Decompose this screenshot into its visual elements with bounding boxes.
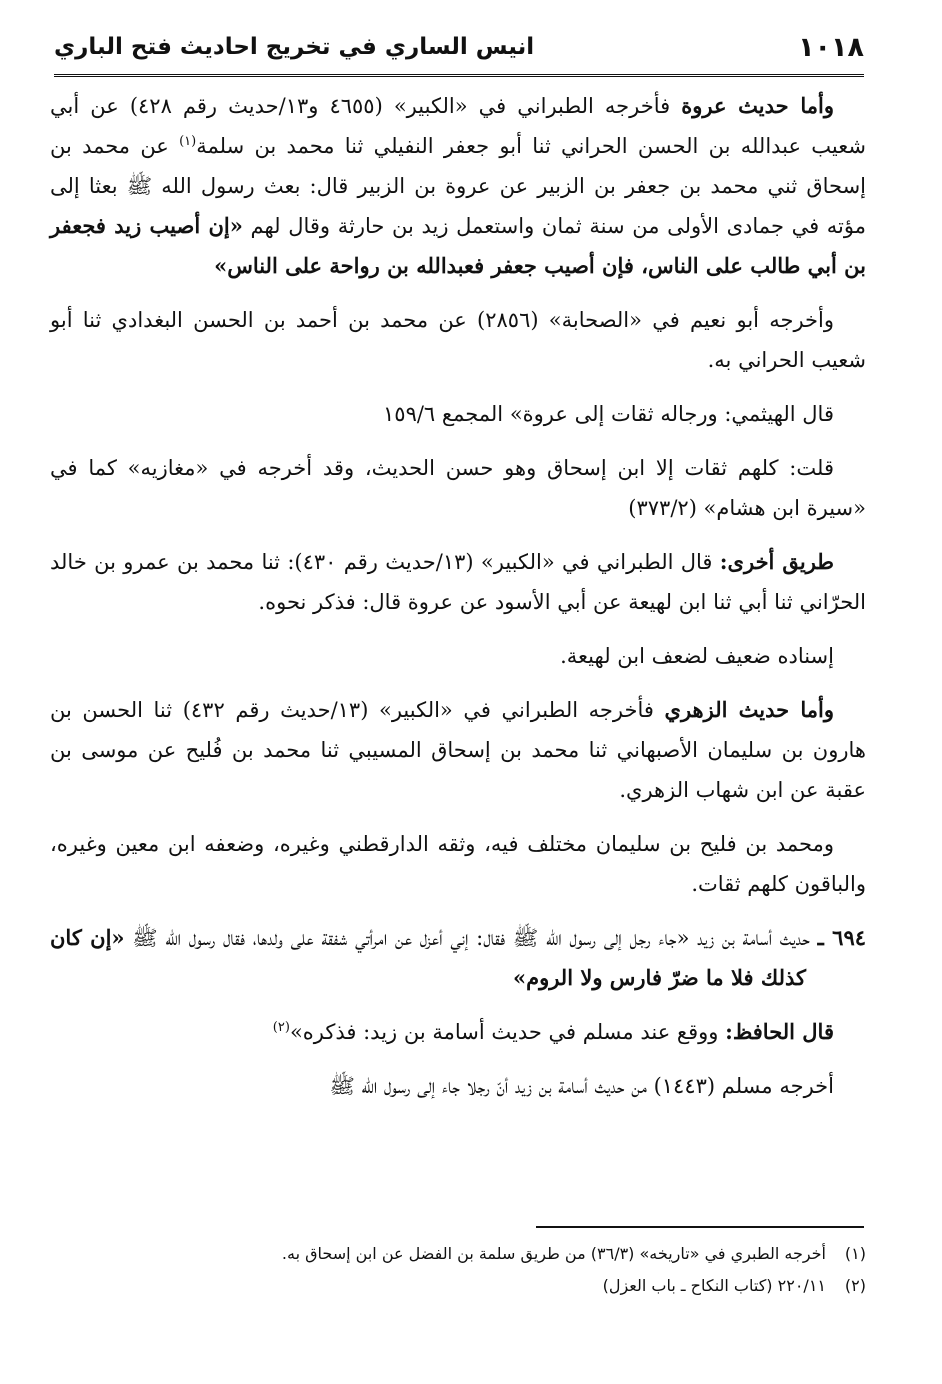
paragraph-qultu: قلت: كلهم ثقات إلا ابن إسحاق وهو حسن الحديث، وقد أخرجه في «مغازيه» كما في «سيرة ابن هشام» (٣٧٣/٢) — [50, 456, 866, 520]
paragraph-hafiz — [50, 1012, 866, 1052]
paragraph-lead: وأما حديث الزهري — [664, 697, 834, 722]
paragraph-text: فأخرجه الطبراني في «الكبير» (١٣/حديث رقم ٤٣٢) ثنا الحسن بن هارون بن سليمان الأصبهاني ثنا محمد بن إسحاق المسيبي ثنا محمد بن فُليح عن موسى بن عقبة عن ابن شهاب الزهري. — [50, 698, 866, 802]
paragraph-haythami: قال الهيثمي: ورجاله ثقات إلى عروة» المجمع ١٥٩/٦ — [383, 402, 834, 426]
paragraph-isnad-weak: إسناده ضعيف لضعف ابن لهيعة. — [560, 644, 834, 668]
footnote-1 — [50, 1238, 866, 1270]
paragraph-zuhri-hadith — [50, 690, 866, 810]
main-text — [50, 86, 866, 1120]
paragraph-other-route — [50, 542, 866, 622]
running-header — [54, 30, 864, 77]
footnote-number: (٢) — [844, 1276, 866, 1295]
footnote-text: ٢٢٠/١١ (كتاب النكاح ـ باب العزل) — [602, 1276, 826, 1295]
footnote-separator — [536, 1226, 864, 1228]
paragraph-urwa-hadith — [50, 86, 866, 286]
paragraph-muslim: أخرجه مسلم (١٤٤٣) من حديث أسامة بن زيد أنّ رجلا جاء إلى رسول الله ﷺ — [329, 1074, 834, 1098]
paragraph-text: ووقع عند مسلم في حديث أسامة بن زيد: فذكره» — [289, 1020, 726, 1044]
footnote-text: أخرجه الطبري في «تاريخه» (٣٦/٣) من طريق سلمة بن الفضل عن ابن إسحاق به. — [281, 1244, 826, 1263]
footnote-2 — [50, 1270, 866, 1302]
paragraph-muhammad-fulayh: ومحمد بن فليح بن سليمان مختلف فيه، وثقه الدارقطني وغيره، وضعفه ابن معين وغيره، والباقون كلهم ثقات. — [50, 832, 866, 896]
footnote-ref[interactable]: (١) — [179, 134, 197, 149]
hadith-quote: «إن كان كذلك فلا ما ضرّ فارس ولا الروم» — [50, 925, 806, 990]
paragraph-abu-nuaym: وأخرجه أبو نعيم في «الصحابة» (٢٨٥٦) عن محمد بن أحمد بن الحسن البغدادي ثنا أبو شعيب الحراني به. — [50, 308, 866, 372]
paragraph-text: حديث أسامة بن زيد «جاء رجل إلى رسول الله ﷺ فقال: إني أعزل عن امرأتي شفقة على ولدها، فقال رسول الله ﷺ — [124, 926, 818, 950]
paragraph-text: قال الطبراني في «الكبير» (١٣/حديث رقم ٤٣٠): ثنا محمد بن عمرو بن خالد الحرّاني ثنا أبي ثنا ابن لهيعة عن أبي الأسود عن عروة قال: فذكر نحوه. — [50, 550, 866, 614]
paragraph-text: عن محمد بن إسحاق ثني محمد بن جعفر بن الزبير عن عروة بن الزبير قال: بعث رسول الله ﷺ بعثا إلى مؤته في جمادى الأولى من سنة ثمان واستعمل زيد بن حارثة وقال لهم — [50, 134, 867, 238]
paragraph-text: فأخرجه الطبراني في «الكبير» (٤٦٥٥ و١٣/حديث رقم ٤٢٨) عن أبي شعيب عبدالله بن الحسن الحراني ثنا أبو جعفر النفيلي ثنا محمد بن سلمة — [50, 94, 866, 158]
footnote-number: (١) — [844, 1244, 866, 1263]
hadith-entry-694 — [50, 918, 866, 998]
paragraph-lead: وأما حديث عروة — [681, 93, 834, 118]
hadith-number: ٦٩٤ ـ — [817, 925, 867, 950]
paragraph-lead: قال الحافظ: — [725, 1019, 834, 1044]
paragraph-lead: طريق أخرى: — [719, 549, 835, 574]
page-number: ١٠١٨ — [798, 32, 864, 63]
book-title: انيس الساري في تخريج احاديث فتح الباري — [54, 34, 535, 60]
footnote-ref[interactable]: (٢) — [272, 1020, 290, 1035]
footnotes — [50, 1238, 866, 1302]
hadith-quote: «إن أصيب زيد فجعفر بن أبي طالب على الناس، فإن أصيب جعفر فعبدالله بن رواحة على الناس» — [50, 213, 866, 278]
